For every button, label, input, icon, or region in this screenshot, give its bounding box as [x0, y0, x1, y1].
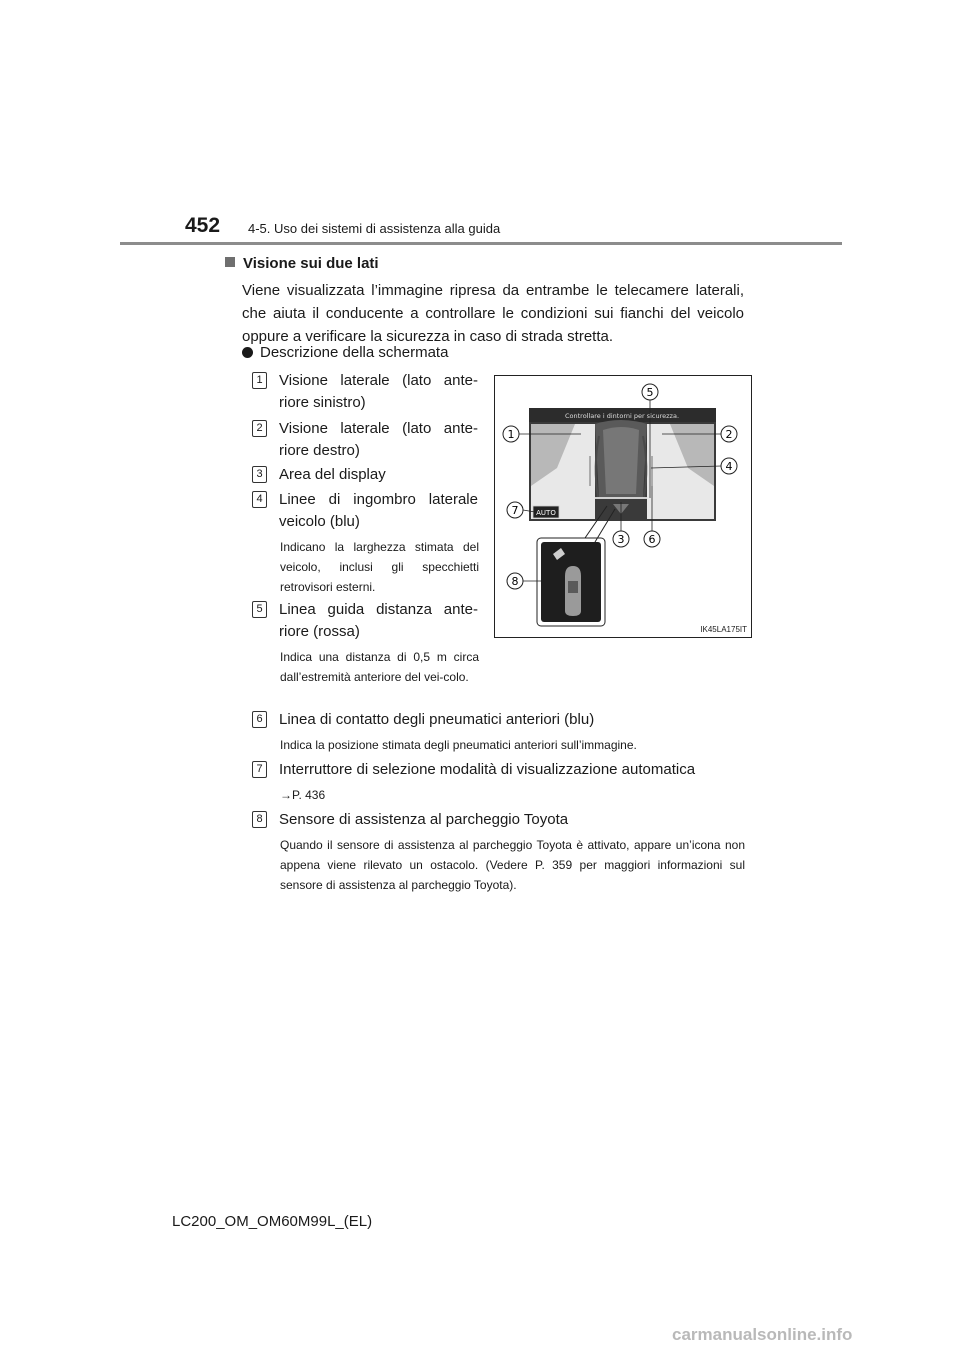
watermark: carmanualsonline.info [672, 1325, 853, 1344]
item-text: Visione laterale (lato ante-riore sinistro) [279, 372, 478, 411]
callout-6-label: 6 [648, 533, 656, 546]
bullet-heading [242, 344, 448, 361]
callout-2-label: 2 [725, 428, 733, 441]
callout-4-label: 4 [725, 460, 733, 473]
callout-7-label: 7 [511, 504, 519, 517]
car-roof-icon [568, 581, 578, 593]
item-text: Linee di ingombro laterale veicolo (blu) [279, 491, 478, 530]
item-note: Indica una distanza di 0,5 m circa dall’estremità anteriore del vei-colo. [280, 650, 479, 684]
callout-3-label: 3 [617, 533, 625, 546]
header-rule [120, 242, 842, 245]
bullet-heading-text: Descrizione della schermata [260, 344, 449, 361]
item-text: Interruttore di selezione modalità di visualizzazione automatica [279, 761, 696, 778]
item-note: Indicano la larghezza stimata del veicolo, inclusi gli specchietti retrovisori esterni. [280, 540, 479, 594]
item-number: 8 [252, 811, 267, 828]
footer-doc-id: LC200_OM_OM60M99L_(EL) [172, 1213, 373, 1230]
item-text: Linea guida distanza ante-riore (rossa) [279, 601, 478, 640]
item-text: Sensore di assistenza al parcheggio Toyota [279, 811, 569, 828]
item-text: Linea di contatto degli pneumatici anteriori (blu) [279, 711, 595, 728]
page-number: 452 [185, 214, 221, 237]
item-number: 1 [252, 372, 267, 389]
item-text: Area del display [279, 466, 386, 483]
round-bullet-icon [242, 347, 253, 358]
chapter-title: 4-5. Uso dei sistemi di assistenza alla guida [248, 221, 501, 236]
screen-message: Controllare i dintorni per sicurezza. [564, 412, 680, 420]
item-number: 5 [252, 601, 267, 618]
square-bullet-icon [225, 257, 235, 267]
figure-drawing [495, 376, 751, 637]
section-title-text: Visione sui due lati [243, 255, 379, 272]
auto-label: AUTO [536, 509, 556, 517]
section-intro: Viene visualizzata l’immagine ripresa da entrambe le telecamere laterali, che aiuta il conducente a controllare le condizioni sui fianchi del veicolo oppure a verificare la sicurezza in caso di strada stretta. [242, 282, 744, 345]
figure-code: IK45LA175IT [700, 625, 747, 634]
item-note: →P. 436 [280, 788, 326, 802]
side-view-figure [494, 375, 752, 638]
item-number: 4 [252, 491, 267, 508]
item-number: 6 [252, 711, 267, 728]
item-number: 2 [252, 420, 267, 437]
callout-5-label: 5 [646, 386, 654, 399]
vehicle-hood [603, 427, 639, 494]
item-number: 3 [252, 466, 267, 483]
item-text: Visione laterale (lato ante-riore destro) [279, 420, 478, 459]
callout-8-label: 8 [511, 575, 519, 588]
section-title [225, 255, 379, 272]
item-note: Quando il sensore di assistenza al parcheggio Toyota è attivato, appare un’icona non appena viene rilevato un ostacolo. (Vedere P. 359 per maggiori informazioni sul sensore di assistenza al parcheggio Toyota). [280, 838, 745, 892]
item-note: Indica la posizione stimata degli pneumatici anteriori sull’immagine. [280, 738, 637, 752]
item-number: 7 [252, 761, 267, 778]
callout-1-label: 1 [507, 428, 515, 441]
